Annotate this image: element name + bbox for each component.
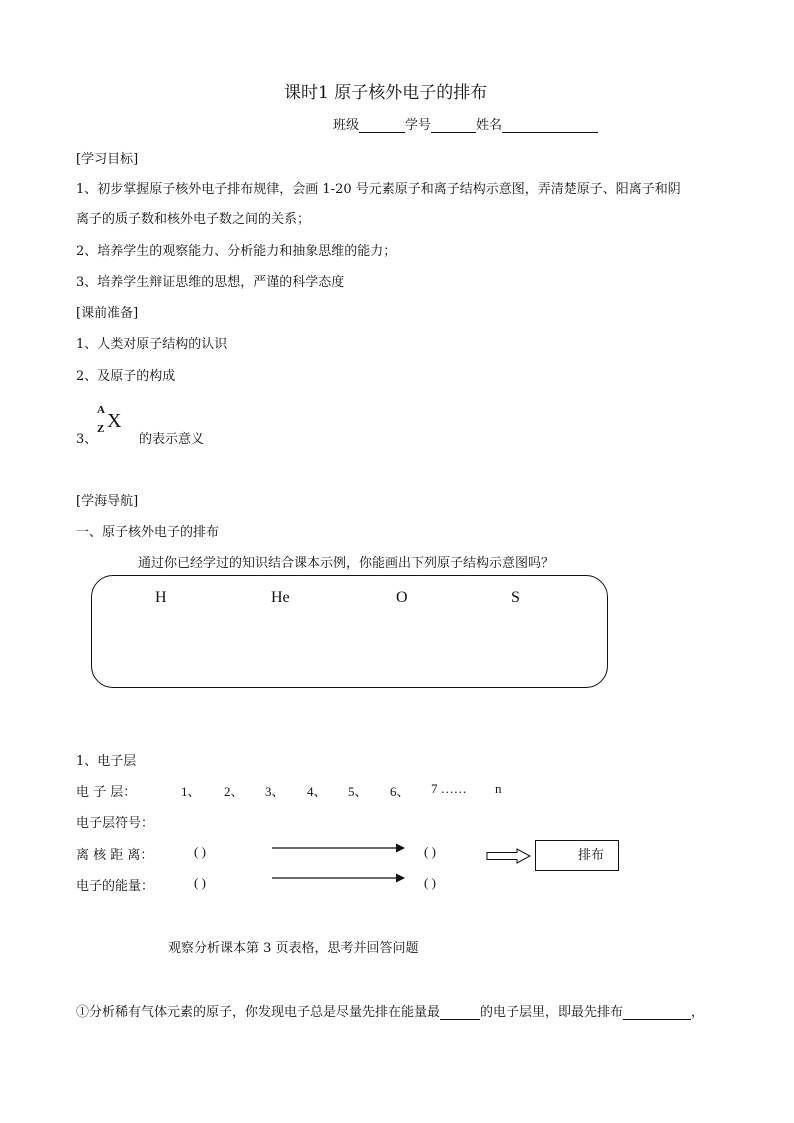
arrangement-blank[interactable] bbox=[550, 856, 578, 871]
question-1-blank-1[interactable] bbox=[440, 1005, 480, 1020]
section-1-heading: 一、原子核外电子的排布 bbox=[76, 525, 220, 540]
energy-blank-high[interactable]: ( ) bbox=[424, 875, 436, 890]
atom-diagram-drawing-area[interactable] bbox=[91, 575, 608, 688]
goal-item-3: 3、培养学生辩证思维的思想，严谨的科学态度 bbox=[76, 275, 345, 290]
shell-number-6: 6、 bbox=[390, 784, 410, 799]
name-label: 姓名 bbox=[476, 118, 503, 133]
arrangement-answer-box[interactable] bbox=[535, 840, 619, 871]
shell-number-5: 5、 bbox=[348, 784, 368, 799]
hollow-arrow-icon bbox=[486, 848, 532, 864]
nuclide-symbol: X bbox=[107, 410, 122, 432]
drawing-prompt: 通过你已经学过的知识结合课本示例，你能画出下列原子结构示意图吗？ bbox=[138, 556, 555, 571]
distance-arrow bbox=[272, 842, 406, 854]
guide-heading: [学海导航] bbox=[76, 494, 139, 509]
name-blank[interactable] bbox=[502, 118, 598, 133]
student-info-fields bbox=[333, 114, 598, 133]
class-blank[interactable] bbox=[359, 118, 405, 133]
prep-heading: [课前准备] bbox=[76, 306, 139, 321]
shell-symbol-row-label: 电子层符号： bbox=[76, 816, 155, 831]
shell-number-3: 3、 bbox=[265, 784, 285, 799]
student-id-blank[interactable] bbox=[431, 118, 476, 133]
shell-number-n: n bbox=[495, 781, 502, 796]
energy-arrow bbox=[272, 872, 406, 884]
element-o: O bbox=[396, 589, 408, 606]
shell-number-7: 7 …… bbox=[431, 781, 467, 796]
energy-row-label: 电子的能量： bbox=[76, 879, 155, 894]
observe-instruction: 观察分析课本第 3 页表格，思考并回答问题 bbox=[168, 941, 419, 956]
question-1 bbox=[76, 1001, 704, 1020]
distance-row-label: 离 核 距 离： bbox=[76, 848, 154, 863]
goals-heading: [学习目标] bbox=[76, 152, 139, 167]
shell-number-2: 2、 bbox=[224, 784, 244, 799]
energy-blank-low[interactable]: ( ) bbox=[194, 875, 206, 890]
shell-number-1: 1、 bbox=[181, 784, 201, 799]
class-label: 班级 bbox=[333, 118, 360, 133]
prep-item-2: 2、及原子的构成 bbox=[76, 369, 176, 384]
nuclide-atomic-number: Z bbox=[97, 423, 105, 435]
element-s: S bbox=[511, 589, 520, 606]
arrangement-label: 排布 bbox=[577, 848, 604, 863]
shell-number-4: 4、 bbox=[307, 784, 327, 799]
prep-item-3-text: 的表示意义 bbox=[139, 432, 205, 447]
goal-item-2: 2、培养学生的观察能力、分析能力和抽象思维的能力； bbox=[76, 244, 397, 259]
shells-heading: 1、电子层 bbox=[76, 754, 137, 769]
question-1-part-1: ①分析稀有气体元素的原子，你发现电子总是尽量先排在能量最 bbox=[76, 1005, 441, 1020]
distance-blank-far[interactable]: ( ) bbox=[424, 844, 436, 859]
goal-item-1: 1、初步掌握原子核外电子排布规律，会画 1-20 号元素原子和离子结构示意图，弄清楚原子、阳离子和阴 bbox=[76, 182, 681, 197]
distance-blank-near[interactable]: ( ) bbox=[194, 844, 206, 859]
prep-item-3-prefix: 3、 bbox=[76, 432, 98, 447]
question-1-part-3: ， bbox=[691, 1005, 705, 1020]
student-id-label: 学号 bbox=[405, 118, 432, 133]
prep-item-1: 1、人类对原子结构的认识 bbox=[76, 337, 228, 352]
element-he: He bbox=[271, 589, 290, 606]
shell-row-label: 电 子 层： bbox=[76, 785, 137, 800]
question-1-blank-2[interactable] bbox=[623, 1005, 691, 1020]
goal-item-1-cont: 离子的质子数和核外电子数之间的关系； bbox=[76, 212, 311, 227]
page-title: 课时1 原子核外电子的排布 bbox=[284, 83, 488, 103]
element-h: H bbox=[155, 589, 167, 606]
question-1-part-2: 的电子层里，即最先排布 bbox=[480, 1005, 624, 1020]
nuclide-mass-number: A bbox=[97, 404, 105, 416]
